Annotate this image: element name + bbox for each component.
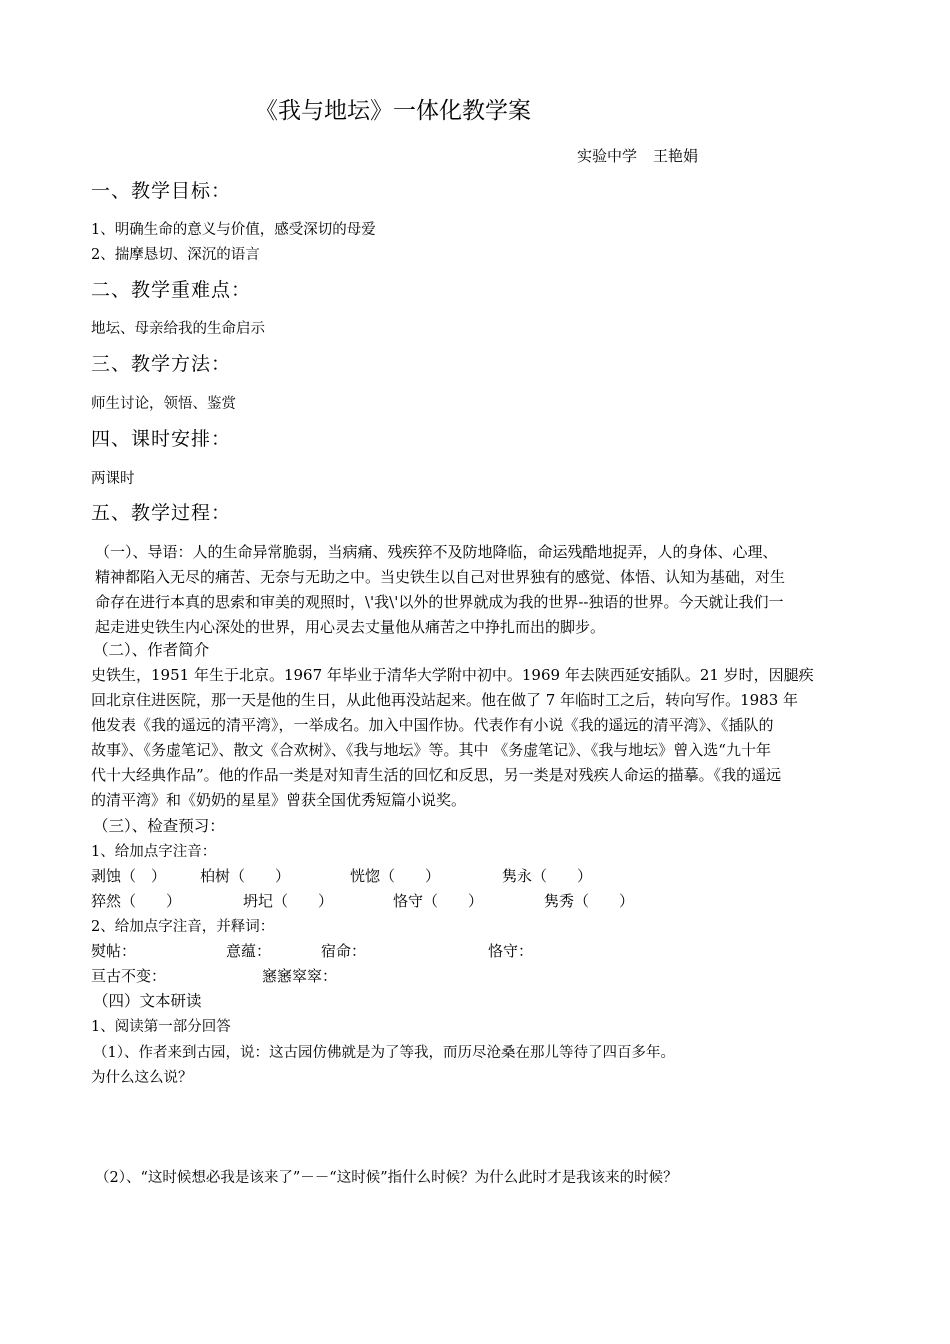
reading-q1-2: （2）、“这时候想必我是该来了”－－“这时候”指什么时候？为什么此时才是我该来的时候？: [95, 1170, 678, 1186]
intro-line: 命存在进行本真的思索和审美的观照时，\'我\'以外的世界就成为我的世界--独语的世界。今天就让我们一: [95, 593, 784, 611]
intro-line: （一）、导语：人的生命异常脆弱，当病痛、残疾猝不及防地降临，命运残酷地捉弄，人的身体、心理、: [95, 543, 778, 561]
author-line: [577, 145, 698, 166]
heading-key-points: 二、教学重难点：: [91, 279, 252, 301]
author-bio-heading: （二）、作者简介: [93, 641, 210, 659]
author-bio-paragraph: [91, 663, 861, 813]
pinyin-item: 剥蚀（ ）: [91, 867, 167, 885]
intro-paragraph: [95, 540, 865, 640]
bio-line: 他发表《我的遥远的清平湾》，一举成名。加入中国作协。代表作有小说《我的遥远的清平湾》、《插队的: [91, 716, 774, 734]
reading-heading: （四）文本研读: [93, 992, 202, 1010]
reading-q1: 1、阅读第一部分回答: [91, 1019, 231, 1035]
intro-line: 精神都陷入无尽的痛苦、无奈与无助之中。当史铁生以自己对世界独有的感觉、体悟、认知为基础，对生: [95, 568, 786, 586]
pinyin-item: 猝然（ ）: [91, 892, 182, 910]
reading-q1-1: （1）、作者来到古园，说：这古园仿佛就是为了等我，而历尽沧桑在那儿等待了四百多年。: [93, 1045, 675, 1061]
author-school: 实验中学: [577, 147, 638, 165]
goal-item-2: 2、揣摩恳切、深沉的语言: [91, 247, 260, 263]
key-points-text: 地坛、母亲给我的生命启示: [91, 321, 265, 337]
vocab-item: 亘古不变：: [91, 967, 167, 985]
preview-heading: （三）、检查预习：: [93, 817, 225, 835]
bio-line: 故事》、《务虚笔记》、散文《合欢树》、《我与地坛》等。其中 《务虚笔记》、《我与地坛》曾入选“九十年: [91, 741, 771, 759]
pinyin-item: 恪守（ ）: [393, 892, 484, 910]
preview-q2-label: 2、给加点字注音，并释词：: [91, 919, 275, 935]
bio-line: 史铁生，1951 年生于北京。1967 年毕业于清华大学附中初中。1969 年去陕西延安插队。21 岁时，因腿疾: [91, 666, 814, 684]
reading-q1-1b: 为什么这么说？: [91, 1070, 193, 1086]
vocab-item: 恪守：: [488, 942, 534, 960]
heading-process: 五、教学过程：: [91, 502, 232, 524]
page-title: 《我与地坛》一体化教学案: [255, 98, 531, 124]
vocab-item: 宿命：: [321, 942, 367, 960]
author-name: 王艳娟: [653, 147, 699, 165]
vocab-item: 意蕴：: [226, 942, 272, 960]
preview-q1-label: 1、给加点字注音：: [91, 844, 217, 860]
vocab-item: 熨帖：: [91, 942, 137, 960]
pinyin-item: 柏树（ ）: [200, 867, 291, 885]
methods-text: 师生讨论，领悟、鉴赏: [91, 396, 236, 412]
goal-item-1: 1、明确生命的意义与价值，感受深切的母爱: [91, 222, 376, 238]
pinyin-item: 隽永（ ）: [502, 867, 593, 885]
pinyin-item: 恍惚（ ）: [350, 867, 441, 885]
bio-line: 代十大经典作品”。他的作品一类是对知青生活的回忆和反思，另一类是对残疾人命运的描摹。《我的遥远: [91, 766, 782, 784]
heading-schedule: 四、课时安排：: [91, 428, 232, 450]
heading-goals: 一、教学目标：: [91, 180, 232, 202]
bio-line: 回北京住进医院，那一天是他的生日，从此他再没站起来。他在做了 7 年临时工之后，转向写作。1983 年: [91, 691, 799, 709]
pinyin-item: 坍圮（ ）: [243, 892, 334, 910]
heading-methods: 三、教学方法：: [91, 353, 232, 375]
intro-line: 起走进史铁生内心深处的世界，用心灵去丈量他从痛苦之中挣扎而出的脚步。: [95, 618, 606, 636]
pinyin-item: 隽秀（ ）: [544, 892, 635, 910]
schedule-text: 两课时: [91, 471, 135, 487]
bio-line: 的清平湾》和《奶奶的星星》曾获全国优秀短篇小说奖。: [91, 791, 467, 809]
vocab-item: 窸窸窣窣：: [262, 967, 338, 985]
